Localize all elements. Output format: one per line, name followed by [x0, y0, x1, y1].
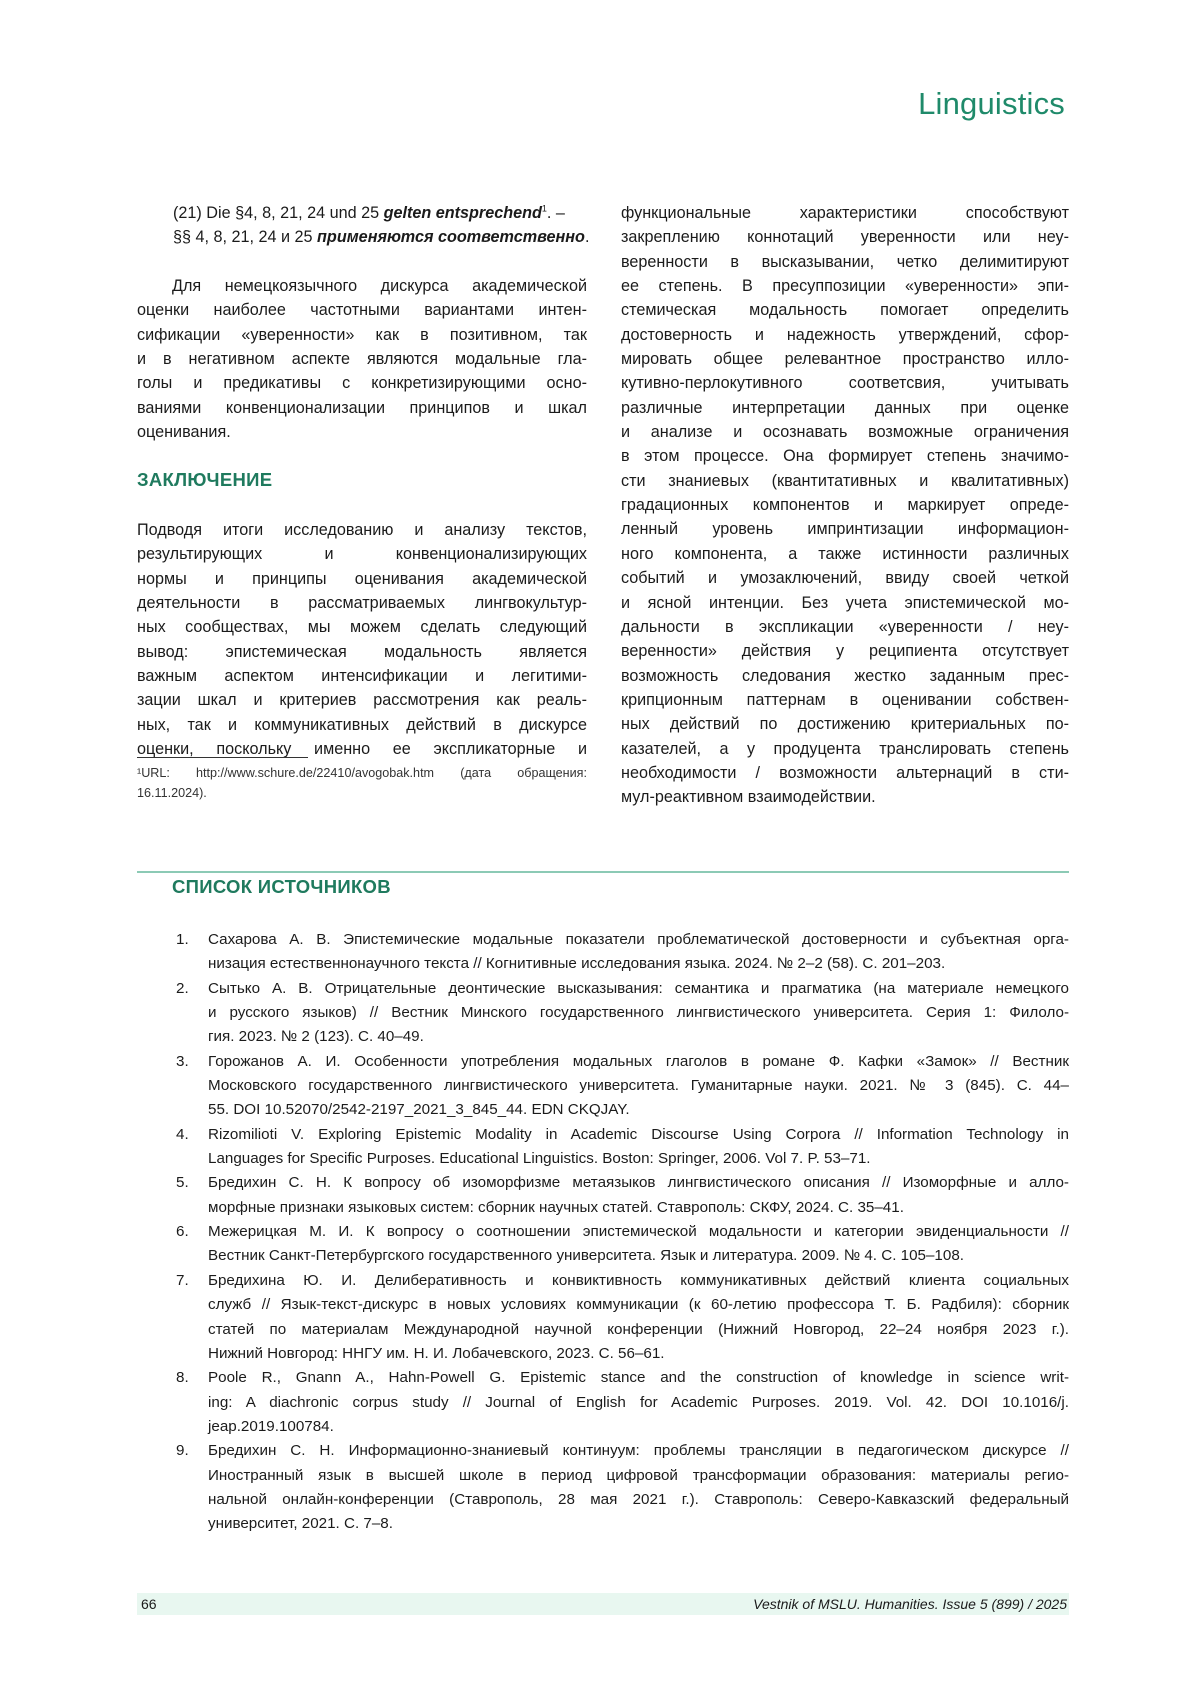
text-line: оценивания.: [137, 420, 587, 444]
example-text: .: [585, 228, 590, 246]
reference-item: [176, 1439, 1069, 1536]
example-line-russian: [173, 225, 588, 249]
example-block: [173, 201, 588, 250]
text-line: Для немецкоязычного дискурса академической: [137, 274, 587, 298]
reference-number: 4.: [176, 1123, 189, 1147]
text-line: веренности» действия у реципиента отсутствует: [621, 639, 1069, 663]
example-text: §§ 4, 8, 21, 24 и 25: [173, 228, 317, 246]
text-line: различные интерпретации данных при оценке: [621, 396, 1069, 420]
text-line: результирующих и конвенционализирующих: [137, 542, 587, 566]
text-line: зации шкал и критериев рассмотрения как реаль-: [137, 688, 587, 712]
text-line: Languages for Specific Purposes. Educational Linguistics. Boston: Springer, 2006. Vol 7. P. 53–71.: [208, 1147, 1069, 1171]
reference-item: [176, 1171, 1069, 1220]
text-line: ваниями конвенционализации принципов и шкал: [137, 396, 587, 420]
text-line: Вестник Санкт-Петербургского государственного университета. Язык и литература. 2009. № 4. С. 105–108.: [208, 1244, 1069, 1268]
text-line: служб // Язык-текст-дискурс в новых условиях коммуникации (к 60-летию профессора Т. Б. Радбиля): сборник: [208, 1293, 1069, 1317]
text-line: вывод: эпистемическая модальность является: [137, 640, 587, 664]
text-line: оценки, поскольку именно ее экспликаторные и: [137, 737, 587, 761]
text-line: и в негативном аспекте являются модальные гла-: [137, 347, 587, 371]
text-line: Rizomilioti V. Exploring Epistemic Modality in Academic Discourse Using Corpora // Information Technology in: [208, 1123, 1069, 1147]
text-line: Сытько А. В. Отрицательные деонтические высказывания: семантика и прагматика (на материале немецкого: [208, 977, 1069, 1001]
text-line: ing: A diachronic corpus study // Journal of English for Academic Purposes. 2019. Vol. 42. DOI 10.1016/j.: [208, 1391, 1069, 1415]
section-divider: [137, 871, 1069, 873]
text-line: дальности в экспликации «уверенности / неу-: [621, 615, 1069, 639]
text-line: гия. 2023. № 2 (123). С. 40–49.: [208, 1025, 1069, 1049]
text-line: мул-реактивном взаимодействии.: [621, 785, 1069, 809]
reference-number: 2.: [176, 977, 189, 1001]
text-line: 16.11.2024).: [137, 783, 587, 803]
reference-number: 7.: [176, 1269, 189, 1293]
reference-item: [176, 1050, 1069, 1123]
text-line: университет, 2021. С. 7–8.: [208, 1512, 1069, 1536]
text-line: казателей, а у продуцента транслировать степень: [621, 737, 1069, 761]
text-line: низация естественнонаучного текста // Когнитивные исследования языка. 2024. № 2–2 (58). С. 201–203.: [208, 952, 1069, 976]
text-line: оценки наиболее частотными вариантами интен-: [137, 298, 587, 322]
text-line: статей по материалам Международной научной конференции (Нижний Новгород, 22–24 ноября 2023 г.).: [208, 1318, 1069, 1342]
references-heading: СПИСОК ИСТОЧНИКОВ: [172, 876, 391, 898]
reference-number: 8.: [176, 1366, 189, 1390]
paragraph-conclusion: [137, 518, 587, 761]
journal-title: Vestnik of MSLU. Humanities. Issue 5 (899) / 2025: [753, 1593, 1067, 1615]
reference-item: [176, 977, 1069, 1050]
text-line: функциональные характеристики способствуют: [621, 201, 1069, 225]
text-line: необходимости / возможности альтернаций в сти-: [621, 761, 1069, 785]
text-line: ленный уровень импринтизации информацион-: [621, 517, 1069, 541]
text-line: достоверность и надежность утверждений, сфор-: [621, 323, 1069, 347]
text-line: важным аспектом интенсификации и легитими-: [137, 664, 587, 688]
reference-number: 5.: [176, 1171, 189, 1195]
page-number: 66: [141, 1593, 157, 1615]
example-text: . –: [547, 204, 565, 222]
conclusion-heading: ЗАКЛЮЧЕНИЕ: [137, 469, 272, 491]
text-line: Сахарова А. В. Эпистемические модальные показатели проблематической достоверности и субъектная орга-: [208, 928, 1069, 952]
text-line: Подводя итоги исследованию и анализу текстов,: [137, 518, 587, 542]
text-line: и ясной интенции. Без учета эпистемической мо-: [621, 591, 1069, 615]
reference-item: [176, 928, 1069, 977]
reference-number: 9.: [176, 1439, 189, 1463]
page-footer: [137, 1593, 1069, 1615]
example-emphasis: применяются соответственно: [317, 228, 585, 246]
text-line: возможность следования жестко заданным прес-: [621, 664, 1069, 688]
text-line: сификации «уверенности» как в позитивном, так: [137, 323, 587, 347]
paragraph-intensification: [137, 274, 587, 444]
text-line: веренности в высказывании, четко делимитируют: [621, 250, 1069, 274]
text-line: в этом процессе. Она формирует степень значимо-: [621, 444, 1069, 468]
text-line: ных сообществах, мы можем сделать следующий: [137, 615, 587, 639]
text-line: крипционным паттернам в оценивании собствен-: [621, 688, 1069, 712]
footnote: [137, 763, 587, 803]
text-line: Бредихин С. Н. К вопросу об изоморфизме метаязыков лингвистического описания // Изоморфные и алло-: [208, 1171, 1069, 1195]
text-line: деятельности в рассматриваемых лингвокультур-: [137, 591, 587, 615]
right-column-text: [621, 201, 1069, 810]
reference-number: 6.: [176, 1220, 189, 1244]
text-line: Межерицкая М. И. К вопросу о соотношении эпистемической модальности и категории эвиденциальности //: [208, 1220, 1069, 1244]
footnote-ref[interactable]: 1: [542, 204, 547, 214]
text-line: ного компонента, а также истинности различных: [621, 542, 1069, 566]
text-line: морфные признаки языковых систем: сборник научных статей. Ставрополь: СКФУ, 2024. С. 35–41.: [208, 1196, 1069, 1220]
text-line: голы и предикативы с конкретизирующими осно-: [137, 371, 587, 395]
text-line: Poole R., Gnann A., Hahn-Powell G. Epistemic stance and the construction of knowledge in science writ-: [208, 1366, 1069, 1390]
example-line-german: [173, 201, 588, 225]
text-line: ных действий по достижению критериальных по-: [621, 712, 1069, 736]
reference-number: 1.: [176, 928, 189, 952]
text-line: стемическая модальность помогает определить: [621, 298, 1069, 322]
text-line: Горожанов А. И. Особенности употребления модальных глаголов в романе Ф. Кафки «Замок» // Вестник: [208, 1050, 1069, 1074]
text-line: ее степень. В пресуппозиции «уверенности» эпи-: [621, 274, 1069, 298]
reference-item: [176, 1366, 1069, 1439]
text-line: нормы и принципы оценивания академической: [137, 567, 587, 591]
text-line: ных, так и коммуникативных действий в дискурсе: [137, 713, 587, 737]
text-line: сти знаниевых (квантитативных и квалитативных): [621, 469, 1069, 493]
text-line: Бредихин С. Н. Информационно-знаниевый континуум: проблемы трансляции в педагогическом дискурсе //: [208, 1439, 1069, 1463]
reference-item: [176, 1269, 1069, 1366]
section-label: Linguistics: [918, 86, 1065, 122]
text-line: jeap.2019.100784.: [208, 1415, 1069, 1439]
reference-item: [176, 1123, 1069, 1172]
footnote-divider: [137, 757, 308, 758]
text-line: градационных компонентов и маркирует опреде-: [621, 493, 1069, 517]
text-line: Московского государственного лингвистического университета. Гуманитарные науки. 2021. № 3 (845). С. 44–: [208, 1074, 1069, 1098]
text-line: Бредихина Ю. И. Делиберативность и конвиктивность коммуникативных действий клиента социальных: [208, 1269, 1069, 1293]
text-line: 55. DOI 10.52070/2542-2197_2021_3_845_44. EDN CKQJAY.: [208, 1098, 1069, 1122]
text-line: ¹URL: http://www.schure.de/22410/avogobak.htm (дата обращения:: [137, 763, 587, 783]
text-line: и анализе и осознавать возможные ограничения: [621, 420, 1069, 444]
text-line: событий и умозаключений, ввиду своей четкой: [621, 566, 1069, 590]
references-list: [176, 928, 1069, 1537]
reference-number: 3.: [176, 1050, 189, 1074]
example-emphasis: gelten entsprechend: [384, 204, 542, 222]
text-line: Иностранный язык в высшей школе в период цифровой трансформации образования: материалы регио-: [208, 1464, 1069, 1488]
text-line: Нижний Новгород: ННГУ им. Н. И. Лобачевского, 2023. С. 56–61.: [208, 1342, 1069, 1366]
text-line: кутивно-перлокутивного соответсвия, учитывать: [621, 371, 1069, 395]
text-line: закреплению коннотаций уверенности или неу-: [621, 225, 1069, 249]
text-line: мировать общее релевантное пространство илло-: [621, 347, 1069, 371]
text-line: и русского языков) // Вестник Минского государственного лингвистического университета. Серия 1: Филоло-: [208, 1001, 1069, 1025]
text-line: нальной онлайн-конференции (Ставрополь, 28 мая 2021 г.). Ставрополь: Северо-Кавказский федеральный: [208, 1488, 1069, 1512]
example-text: (21) Die §4, 8, 21, 24 und 25: [173, 204, 384, 222]
reference-item: [176, 1220, 1069, 1269]
